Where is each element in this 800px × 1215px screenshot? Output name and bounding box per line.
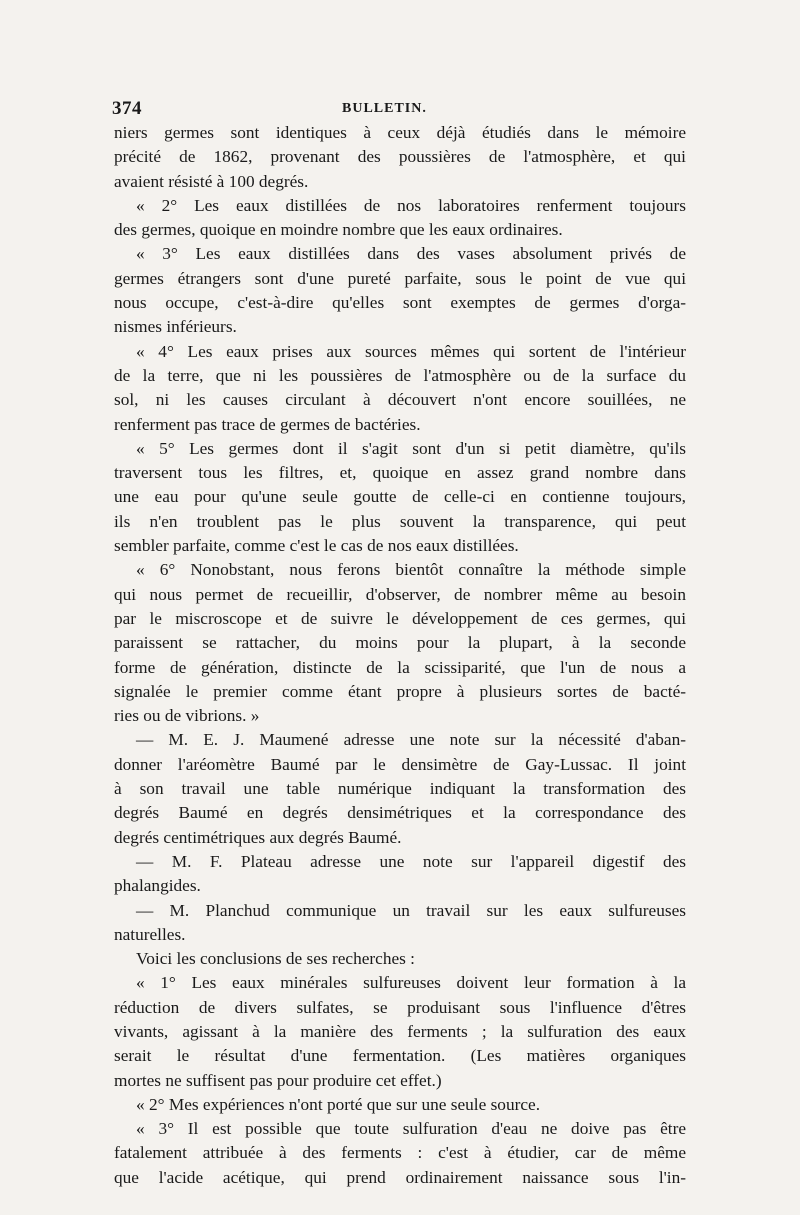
text-line: — M. E. J. Maumené adresse une note sur la nécessité d'aban- bbox=[136, 730, 686, 750]
text-line: avaient résisté à 100 degrés. bbox=[114, 171, 309, 191]
running-title: BULLETIN. bbox=[342, 101, 427, 116]
text-line: nous occupe, c'est-à-dire qu'elles sont exemptes de germes d'orga- bbox=[114, 293, 686, 313]
text-line: traversent tous les filtres, et, quoique en assez grand nombre dans bbox=[114, 463, 686, 483]
text-line: « 4° Les eaux prises aux sources mêmes qui sortent de l'intérieur bbox=[136, 341, 686, 361]
text-line: sol, ni les causes circulant à découvert n'ont encore souillées, ne bbox=[114, 390, 686, 410]
text-line: une eau pour qu'une seule goutte de celle-ci en contienne toujours, bbox=[114, 487, 686, 507]
text-line: « 5° Les germes dont il s'agit sont d'un si petit diamètre, qu'ils bbox=[136, 438, 686, 458]
text-line: signalée le premier comme étant propre à plusieurs sortes de bacté- bbox=[114, 681, 686, 701]
text-line: — M. F. Plateau adresse une note sur l'appareil digestif des bbox=[136, 851, 686, 871]
text-line: fatalement attribuée à des ferments : c'est à étudier, car de même bbox=[114, 1143, 686, 1163]
text-line: — M. Planchud communique un travail sur les eaux sulfureuses bbox=[136, 900, 686, 920]
text-line: nismes inférieurs. bbox=[114, 317, 237, 337]
text-line: qui nous permet de recueillir, d'observer, de nombrer même au besoin bbox=[114, 584, 686, 604]
text-line: renferment pas trace de germes de bactéries. bbox=[114, 414, 421, 434]
text-line: niers germes sont identiques à ceux déjà étudiés dans le mémoire bbox=[114, 123, 686, 142]
text-line: degrés Baumé en degrés densimétriques et la correspondance des bbox=[114, 803, 686, 823]
text-line: naturelles. bbox=[114, 924, 186, 944]
text-line: phalangides. bbox=[114, 876, 201, 896]
text-line: Voici les conclusions de ses recherches : bbox=[136, 949, 415, 969]
text-line: paraissent se rattacher, du moins pour la plupart, à la seconde bbox=[114, 633, 686, 653]
text-line: vivants, agissant à la manière des ferments ; la sulfuration des eaux bbox=[114, 1021, 686, 1041]
text-line: ils n'en troublent pas le plus souvent la transparence, qui peut bbox=[114, 511, 686, 531]
text-line: « 2° Mes expériences n'ont porté que sur une seule source. bbox=[136, 1094, 541, 1114]
text-line: « 1° Les eaux minérales sulfureuses doivent leur formation à la bbox=[136, 973, 686, 993]
text-line: serait le résultat d'une fermentation. (Les matières organiques bbox=[114, 1046, 686, 1066]
text-line: ries ou de vibrions. » bbox=[114, 706, 260, 726]
text-line: germes étrangers sont d'une pureté parfaite, sous le point de vue qui bbox=[114, 268, 686, 288]
text-line: degrés centimétriques aux degrés Baumé. bbox=[114, 827, 402, 847]
text-line: des germes, quoique en moindre nombre que les eaux ordinaires. bbox=[114, 220, 563, 240]
text-line: « 6° Nonobstant, nous ferons bientôt connaître la méthode simple bbox=[136, 560, 686, 580]
text-line: de la terre, que ni les poussières de l'atmosphère ou de la surface du bbox=[114, 365, 686, 385]
page-number: 374 bbox=[112, 98, 142, 119]
text-line: « 3° Il est possible que toute sulfuration d'eau ne doive pas être bbox=[136, 1119, 686, 1139]
text-line: précité de 1862, provenant des poussières de l'atmosphère, et qui bbox=[114, 147, 686, 167]
text-line: « 3° Les eaux distillées dans des vases absolument privés de bbox=[136, 244, 686, 264]
body-text bbox=[114, 121, 686, 1190]
text-line: à son travail une table numérique indiquant la transformation des bbox=[114, 779, 686, 799]
text-line: que l'acide acétique, qui prend ordinairement naissance sous l'in- bbox=[114, 1167, 686, 1187]
running-head bbox=[112, 98, 686, 122]
text-line: par le miscroscope et de suivre le développement de ces germes, qui bbox=[114, 608, 686, 628]
text-line: sembler parfaite, comme c'est le cas de nos eaux distillées. bbox=[114, 536, 519, 556]
text-line: donner l'aréomètre Baumé par le densimètre de Gay-Lussac. Il joint bbox=[114, 754, 686, 774]
text-line: réduction de divers sulfates, se produisant sous l'influence d'êtres bbox=[114, 997, 686, 1017]
text-line: « 2° Les eaux distillées de nos laboratoires renferment toujours bbox=[136, 195, 686, 215]
text-line: mortes ne suffisent pas pour produire cet effet.) bbox=[114, 1070, 442, 1090]
text-line: forme de génération, distincte de la scissiparité, que l'un de nous a bbox=[114, 657, 686, 677]
